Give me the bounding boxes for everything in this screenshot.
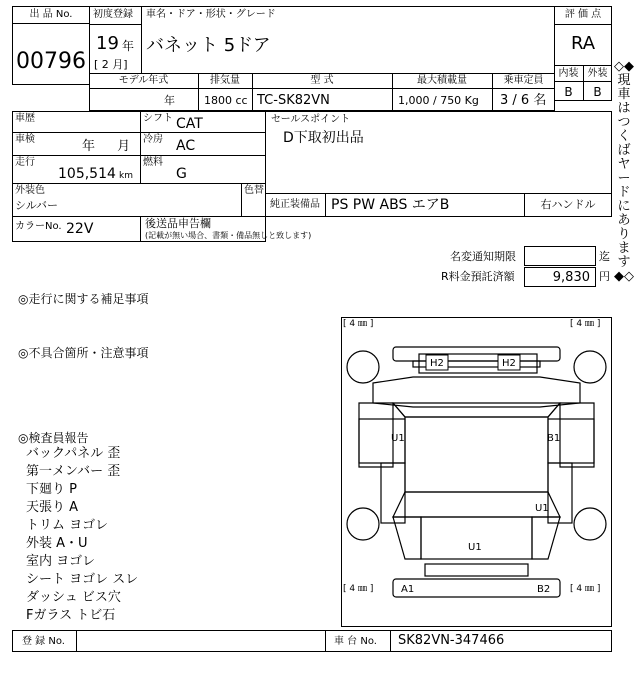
divider: [141, 6, 142, 24]
inspector-report-label: ◎検査員報告: [18, 431, 89, 445]
damage-mark: U1: [535, 503, 549, 514]
inspector-item: Fガラス トビ石: [26, 608, 116, 623]
wheel-front-left: [347, 351, 379, 383]
roof: [405, 417, 548, 492]
shift-label: シフト: [143, 113, 173, 124]
wheel-rear-right: [574, 508, 606, 540]
capacity-label: 乗車定員: [503, 75, 544, 86]
equipment-value: PS PW ABS エアB: [331, 197, 450, 213]
exterior-label: 外装: [587, 68, 608, 79]
windshield: [393, 403, 560, 417]
aircon-label: 冷房: [143, 134, 163, 145]
first-reg-label: 初度登録: [93, 9, 133, 20]
divider: [12, 183, 266, 184]
left-rear-door: [381, 463, 405, 523]
fuel-value: G: [176, 166, 187, 182]
chassis-number: SK82VN-347466: [398, 633, 505, 648]
divider: [12, 155, 266, 156]
color-no-label: カラーNo.: [15, 221, 62, 232]
model-year-label: モデル年式: [118, 75, 169, 86]
inspector-item: 天張り A: [26, 500, 79, 515]
inspector-item: バックパネル 歪: [26, 446, 121, 461]
inspector-item: トリム ヨゴレ: [26, 518, 109, 533]
load-label: 最大積載量: [417, 75, 467, 86]
recycle-label: R料金預託済額: [441, 270, 515, 283]
damage-mark: U1: [391, 433, 405, 444]
displacement-value: 1800 cc: [204, 94, 248, 107]
damage-mark: B1: [547, 433, 561, 444]
divider: [554, 24, 612, 25]
car-name-label: 車名・ドア・形状・グレード: [146, 9, 276, 20]
first-reg-month: [ 2 月]: [94, 58, 128, 71]
sales-point-value: D下取初出品: [283, 130, 364, 146]
tire-depth-tr: [ 4 ㎜ ]: [570, 319, 601, 329]
damage-mark: H2: [430, 358, 444, 369]
model-label: 型 式: [310, 75, 334, 86]
steering-value: 右ハンドル: [540, 198, 596, 211]
grade-value: RA: [570, 33, 596, 54]
damage-mark: U1: [468, 542, 482, 553]
defect-notes-label: ◎不具合箇所・注意事項: [18, 346, 149, 360]
fuel-label: 燃料: [143, 157, 163, 168]
wheel-rear-left: [347, 508, 379, 540]
inspector-item: ダッシュ ビス穴: [26, 590, 121, 605]
repaint-label: 色替: [244, 185, 264, 196]
divider: [140, 111, 141, 183]
load-value: 1,000 / 750 Kg: [398, 94, 479, 107]
mileage-unit: km: [119, 171, 133, 181]
inspector-item: 下廻り P: [26, 482, 77, 497]
inspection-value: 年 月: [82, 139, 131, 154]
left-side-panel: [359, 403, 393, 467]
aircon-value: AC: [176, 138, 196, 154]
damage-mark: H2: [502, 358, 516, 369]
car-name: バネット 5ドア: [146, 35, 271, 56]
name-change-label: 名変通知期限: [450, 250, 516, 263]
tire-depth-bl: [ 4 ㎜ ]: [343, 584, 374, 594]
first-reg-year: 19: [96, 33, 119, 54]
divider: [241, 183, 242, 216]
divider: [12, 216, 266, 217]
tire-depth-tl: [ 4 ㎜ ]: [343, 319, 374, 329]
right-rear-door: [548, 463, 572, 523]
color-no-value: 22V: [66, 221, 94, 237]
driving-notes-label: ◎走行に関する補足事項: [18, 292, 149, 306]
postsale-label: 後送品申告欄: [145, 217, 211, 230]
model-value: TC-SK82VN: [257, 93, 330, 108]
grade-label: 評 価 点: [564, 9, 602, 20]
shift-value: CAT: [176, 116, 203, 132]
right-side-panel: [560, 403, 594, 467]
equipment-label: 純正装備品: [270, 199, 320, 210]
damage-mark: B2: [537, 584, 551, 595]
interior-grade: B: [564, 85, 573, 99]
name-change-box: [524, 246, 596, 266]
color-value: シルバー: [15, 199, 58, 212]
model-year-unit: 年: [164, 94, 175, 107]
inspector-item: 第一メンバー 歪: [26, 464, 121, 479]
tire-depth-br: [ 4 ㎜ ]: [570, 584, 601, 594]
divider: [76, 630, 77, 652]
damage-mark: A1: [401, 584, 415, 595]
inspection-label: 車検: [15, 134, 35, 145]
wheel-front-right: [574, 351, 606, 383]
postsale-note: (記載が無い場合、書類・備品無しと致します): [145, 231, 312, 240]
side-banner: ◇◆現車はつくばヤードにあります◆◇: [614, 59, 634, 284]
registration-label: 登 録 No.: [22, 636, 65, 647]
exterior-grade: B: [593, 85, 602, 99]
mileage-value: 105,514: [58, 166, 116, 182]
lot-label: 出 品 No.: [29, 9, 73, 20]
chassis-label: 車 台 No.: [334, 636, 377, 647]
divider: [554, 81, 612, 82]
divider: [140, 216, 141, 242]
inspector-item: シート ヨゴレ スレ: [26, 572, 139, 587]
inspector-item: 外装 A・U: [26, 536, 88, 551]
color-label: 外装色: [15, 185, 45, 196]
rear-lights: [425, 564, 528, 576]
divider: [89, 24, 142, 25]
car-diagram: [341, 317, 612, 627]
recycle-amount: 9,830: [552, 270, 590, 285]
divider: [89, 88, 555, 89]
divider: [325, 193, 326, 217]
name-change-unit: 迄: [599, 250, 610, 263]
sales-point-label: セールスポイント: [271, 114, 351, 125]
displacement-label: 排気量: [210, 75, 240, 86]
rear-bumper: [393, 579, 560, 597]
capacity-value: 3 / 6 名: [500, 93, 547, 108]
divider: [141, 24, 142, 74]
divider: [12, 132, 266, 133]
inspector-item: 室内 ヨゴレ: [26, 554, 96, 569]
interior-label: 内装: [558, 68, 579, 79]
recycle-unit: 円: [599, 270, 610, 283]
year-unit: 年: [122, 39, 135, 53]
history-label: 車歴: [15, 113, 35, 124]
mileage-label: 走行: [15, 157, 35, 168]
divider: [390, 630, 391, 652]
lot-number: 00796: [16, 49, 86, 74]
